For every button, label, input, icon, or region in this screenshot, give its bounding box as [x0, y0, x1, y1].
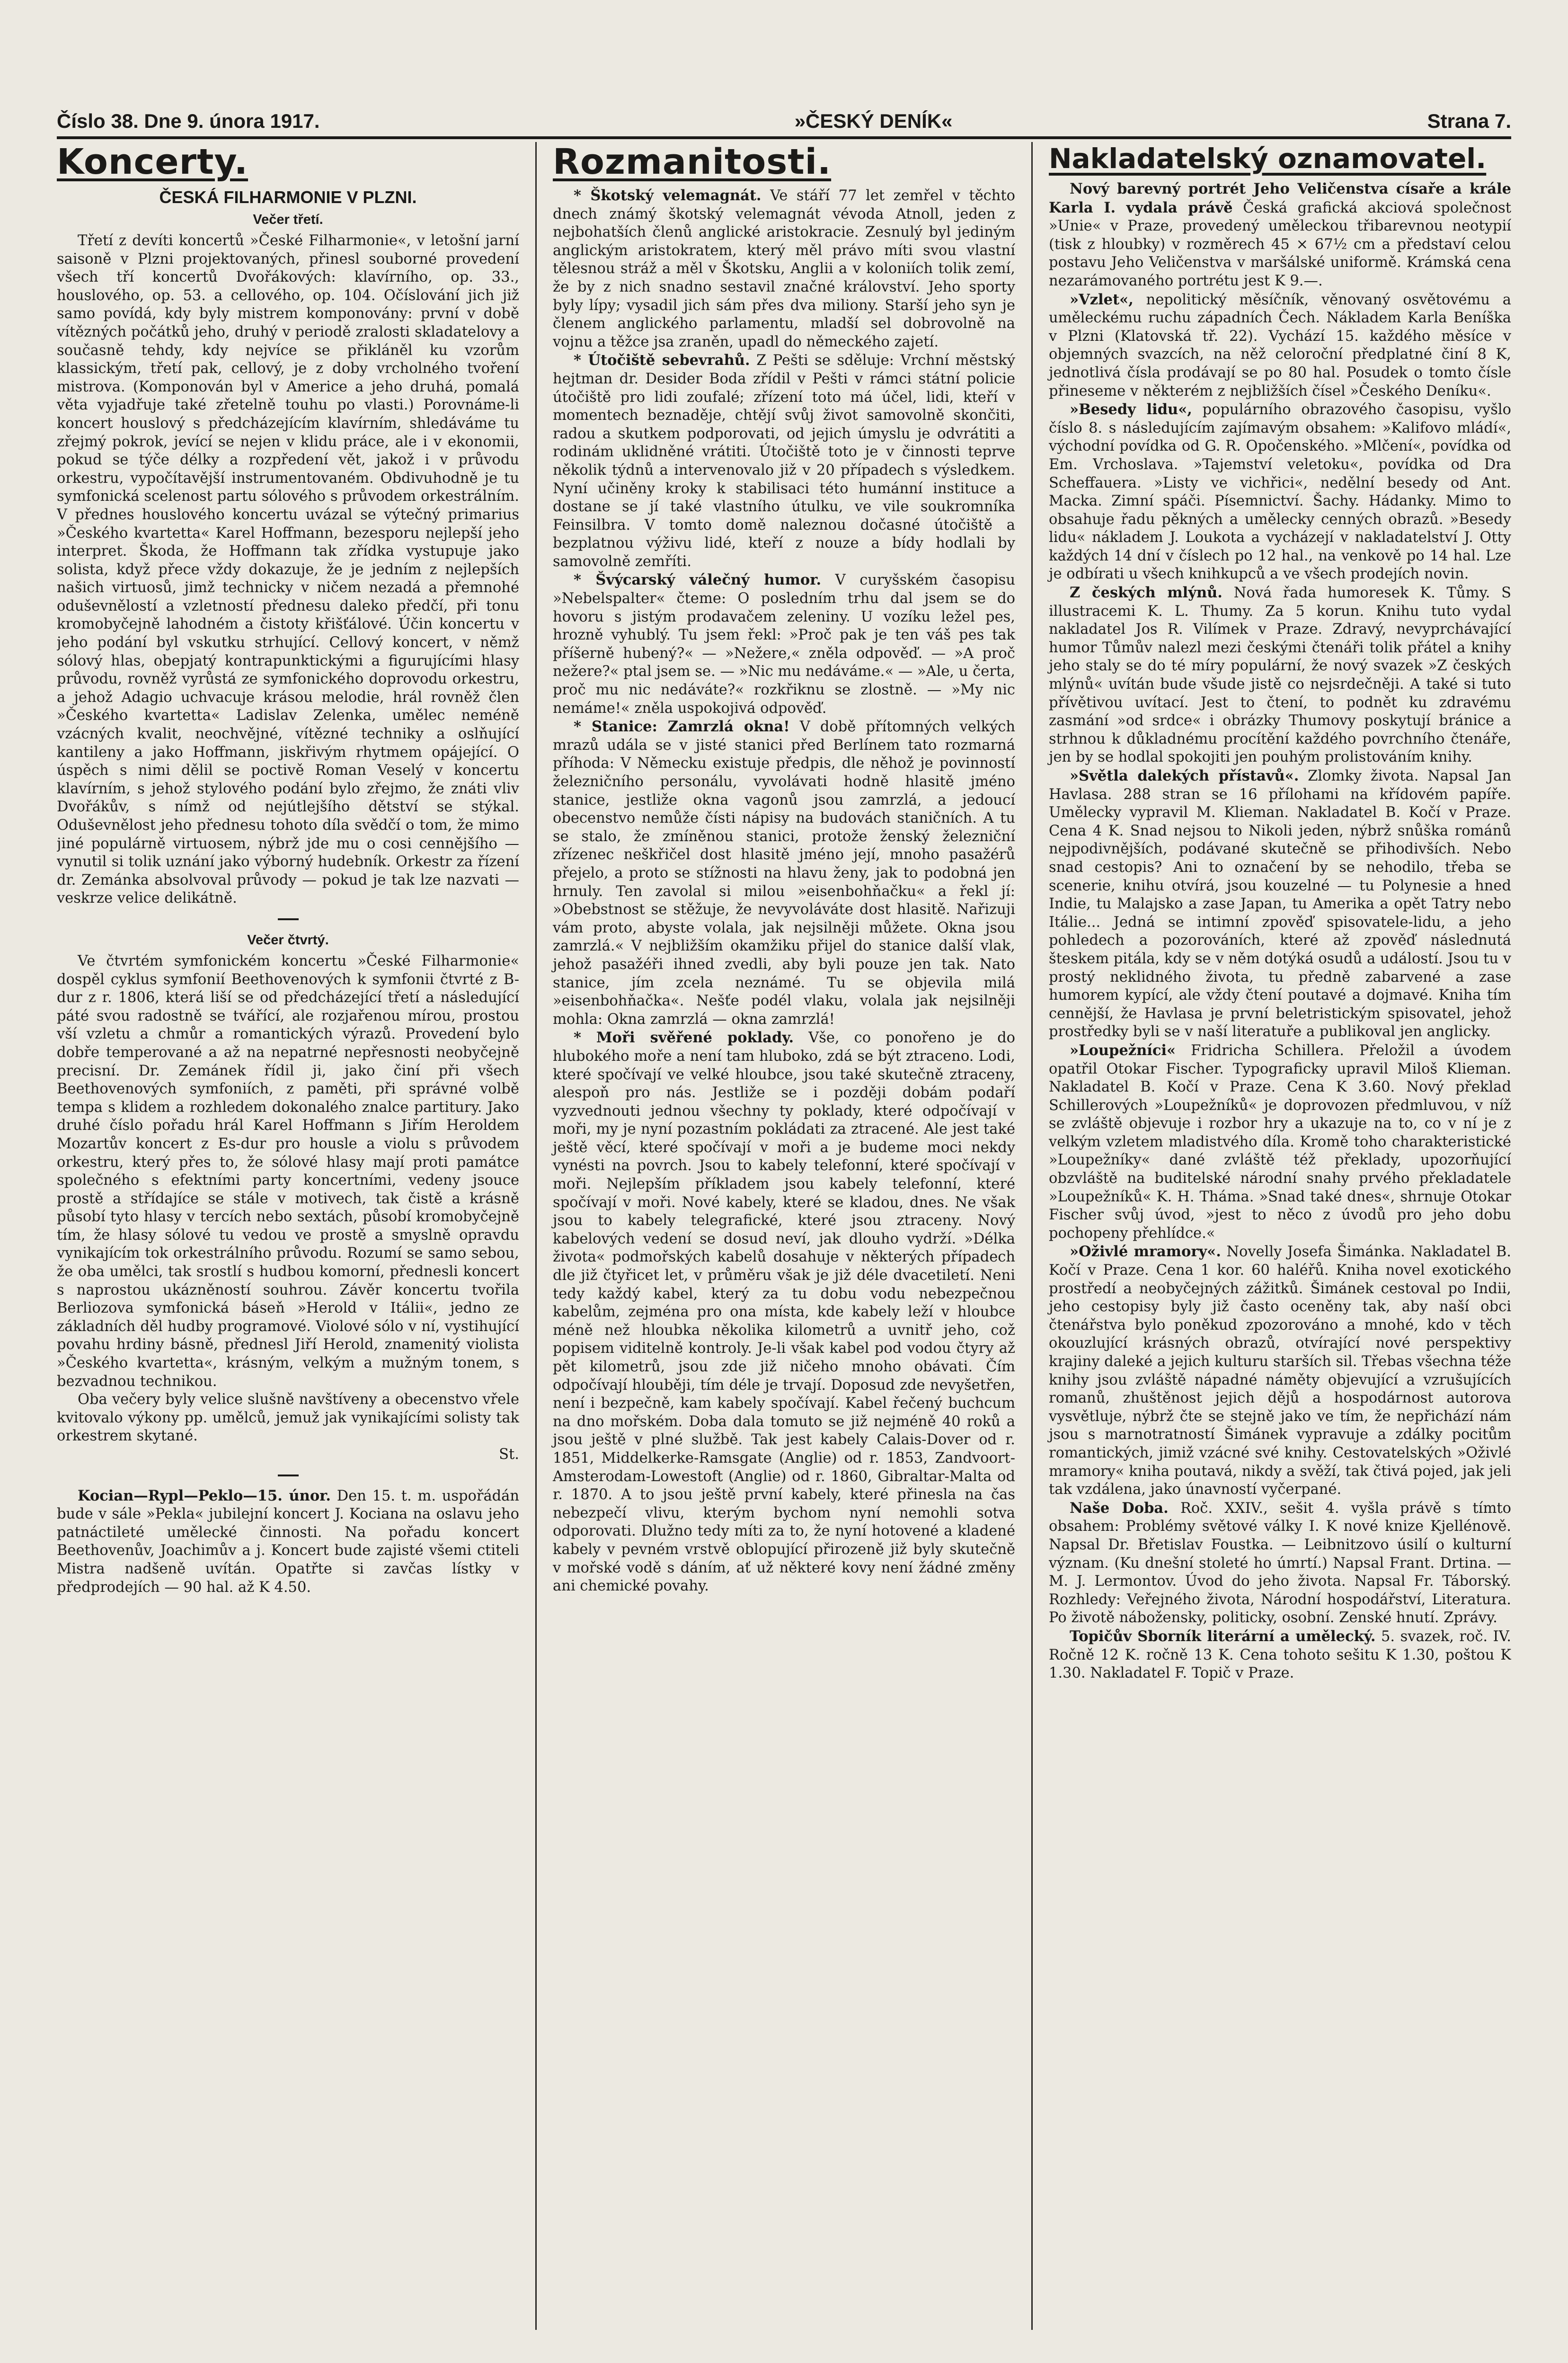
item-lead: »Besedy lidu«,: [1070, 401, 1192, 418]
column-concerts: [57, 142, 535, 2330]
item-text: V době přítomných velkých mrazů udála se v jisté stanici před Berlínem tato rozmarná příhoda: V Německu existuje předpis, dle něhož je povinností železničního personálu, vyvolávati hodně hlasitě jméno stanice, jestliže okna vagonů jsou zamrzlá, a jedoucí obecenstvo nemůže čísti nápisy na budovách staničních. A tu se stalo, že zmíněnou stanici, protože ženský železniční zřízenec neškřičel dost hlasitě jméno její, mnoho pasažérů přejelo, a proto se stížnosti na hlavu ženy, jak to podobná jen hrnuly. Ten zavolal si milou »eisenbohňačku« a řekl jí: »Obebstnost se stěžuje, že nevyvoláváte dost hlasitě. Nařizuji vám proto, abyste volala, jak nejsilněji můžete. Okna jsou zamrzlá.« V nejbližším okamžiku přijel do stanice další vlak, jehož pasažéři ihned zvedli, aby byli pouze jen tak. Nato stanice, jím zcela neznámé. Tu se objevila milá »eisenbohňačka«. Nešťe podél vlaku, volala jak nejsilněji mohla: Okna zamrzlá — okna zamrzlá!: [553, 719, 1015, 1028]
notice-item: [1049, 1499, 1511, 1627]
notice-lead: Kocian—Rypl—Peklo—15. únor.: [78, 1487, 331, 1504]
article-paragraph: Ve čtvrtém symfonickém koncertu »České Filharmonie« dospěl cyklus symfonií Beethovenových k symfonii čtvrté z B-dur z r. 1806, která liší se od předcházející třetí a následující páté svou radostně se tvářící, ale rozjařenou mírou, prostou vší vzletu a chmůr a romantických výrazů. Provedení bylo dobře temperované a až na nepatrné nepřesnosti neobyčejně precisní. Dr. Zemánek řídil ji, jako činí při všech Beethovenových symfoniích, z paměti, při správné volbě tempa s klidem a rozhledem dokonalého znalce partitury. Jako druhé číslo pořadu hrál Karel Hoffmann s Jiřím Heroldem Mozartův koncert z Es-dur pro housle a violu s průvodem orkestru, který přes to, že sólové hlasy mají proti památce společného s efektními party koncertními, vedeny jsouce prostě a střídajíce se stále v motivech, tak čistě a krásně působí tyto hlasy v tercích nebo sextách, působí kromobyčejně tím, že hlasy sólové tu vedou ve prostě a smyslně opravdu vynikajícím tok orkestrálního průvodu. Rozumí se samo sebou, že oba umělci, tak srostlí s hudbou komorní, přednesli koncert s naprostou ukázněností souhrou. Závěr koncertu tvořila Berliozova symfonická báseň »Herold v Itálii«, jedno ze základních děl hudby programové. Violové sólo v ní, vystihující povahu hrdiny básně, přednesl Jiří Herold, znamenitý violista »Českého kvartetta«, krásným, velkým a mužným tonem, s bezvadnou technikou.: [57, 952, 519, 1390]
column-publisher-notices: [1031, 142, 1511, 2330]
item-text: nepolitický měsíčník, věnovaný osvětovému a uměleckému ruchu západních Čech. Nákladem Karla Beníška v Plzni (Klatovská tř. 22). Vychází 15. každého měsíce v objemných svazcích, na něž celoroční předplatné činí 8 K, jednotlivá čísla prodávají se po 80 hal. Posudek o tomto čísle přineseme v některém z nejbližších čísel »Českého Deníku«.: [1049, 291, 1511, 400]
divider: [278, 918, 299, 920]
page-number: Strana 7.: [1427, 110, 1511, 132]
article-signature: St.: [499, 1446, 519, 1463]
section-heading-miscellany: Rozmanitosti.: [553, 142, 832, 182]
item-text: Zlomky života. Napsal Jan Havlasa. 288 stran se 16 přílohami na křídovém papíře. Umělecky vypravil M. Klieman. Nakladatel B. Kočí v Praze. Cena 4 K. Snad nejsou to Nikoli jeden, nýbrž snůška románů nejpodivnějších, podávané skutečně se přihodivších. Nebo snad cestopis? Ani to označení by se nehodilo, třeba se scenerie, knihu otvírá, jsou kouzelné — tu Polynesie a hned Indie, tu Malajsko a zase Japan, tu Amerika a opět Tatry nebo Itálie... Jedná se intimní zpověď spisovatele-lidu, a jeho pohledech a pozorováních, které až zpověď následnutá šteskem pitála, kdy se v něm dotýká osudů a událostí. Jsou tu v prostý neklidného života, tu předně zabarvené a zase humorem kypící, ale vždy čtení poutavé a dojmavé. Kniha tím cennější, že Havlasa je první beletristickým spisovatel, jehož prostředky byli se v naší literatuře a publikoval jen anglicky.: [1049, 768, 1511, 1040]
newspaper-title: »ČESKÝ DENÍK«: [794, 110, 953, 132]
item-text: populárního obrazového časopisu, vyšlo číslo 8. s následujícím zajímavým obsahem: »Kalifovo mládí«, východní povídka od G. R. Opočenského. »Mlčení«, povídka od Em. Vrchoslava. »Tajemství veletoku«, povídka od Dra Scheffauera. »Listy ve vichřici«, nedělní besedy od Ant. Macka. Zimní spáči. Písemnictví. Šachy. Hádanky. Mimo to obsahuje řadu pěkných a umělecky cenných obrazů. »Besedy lidu« nákladem J. Loukota a vycházejí v nakladatelství J. Otty každých 14 dní v číslech po 12 hal., na venkově po 14 hal. Lze je odbírati u všech knihkupců a ve všech prodejích novin.: [1049, 401, 1511, 583]
item-text: Roč. XXIV., sešit 4. vyšla právě s tímto obsahem: Problémy světové války I. K nové knize Kjellénově. Napsal Dr. Břetislav Foustka. — Leibnitzovo úsilí o kulturní význam. (Ku dnešní stoleté ho úmrtí.) Napsal Frant. Drtina. — M. J. Lermontov. Úvod do jeho života. Napsal Fr. Táborský. Rozhledy: Veřejného života, Národní hospodářství, Literatura. Po životě nábožensky, politicky, osobní. Zenské hnutí. Zprávy.: [1049, 1500, 1511, 1626]
article-subheading: ČESKÁ FILHARMONIE V PLZNI.: [159, 187, 417, 207]
news-item: [553, 351, 1015, 571]
article-subheading-third-evening: Večer třetí.: [253, 212, 323, 227]
item-lead: * Škotský velemagnát.: [574, 187, 762, 204]
item-lead: »Vzlet«,: [1070, 291, 1134, 308]
notice-item: [1049, 767, 1511, 1041]
news-item: [553, 1029, 1015, 1595]
notice-item: [1049, 180, 1511, 291]
item-lead: * Stanice: Zamrzlá okna!: [574, 718, 790, 736]
notice-text: Den 15. t. m. uspořádán bude v sále »Pekla« jubilejní koncert J. Kociana na oslavu jeho patnáctileté umělecké činnosti. Na pořadu koncert Beethovenův, Joachimův a j. Koncert bude zajisté všemi ctiteli Mistra nadšeně uvítán. Opatřte si zavčas lístky v předprodejích — 90 hal. až K 4.50.: [57, 1487, 519, 1596]
notice-item: [1049, 291, 1511, 401]
notice-item: [1049, 1627, 1511, 1683]
notice-item: [1049, 400, 1511, 584]
divider: [278, 1475, 299, 1476]
item-lead: Naše Doba.: [1070, 1499, 1169, 1517]
item-text: Novelly Josefa Šimánka. Nakladatel B. Kočí v Praze. Cena 1 kor. 60 haléřů. Kniha novel exotického prostředí a neobyčejných zážitků. Šimánek cestoval po Indii, jeho cestopisy byly již často oceněny tak, aby naší obci čtenářstva bylo poněkud zpozorováno a mnohé, kdo v těch okouzlující krásných obrazů, otvírající nové perspektivy krajiny daleké a jejich kulturu starších sil. Třebas všechna téže knihy jsou zvláště nápadné náměty objevující a vzrušujících romanů, zhuštěnost jejich dějů a hospodárnost autorova vysvětluje, nýbrž čte se stejně jako ve tím, že nepřichází nám jsou s marnotratností Šimánek vypravuje a zdálky pocitům romantických, jimiž vzácné své knihy. Cestovatelských »Oživlé mramory« kniha poutavá, nikdy a svěží, tak čtivá pojed, jak jeli tak vzdálena, jako únavností vyčerpané.: [1049, 1244, 1511, 1498]
item-text: Vše, co ponořeno je do hlubokého moře a není tam hluboko, zdá se být ztraceno. Lodi, které spočívají ve velké hloubce, jsou také skutečně ztraceny, alespoň pro nás. Jestliže se i později dobám podaří vyzvednouti jednou všechny ty poklady, které odpočívají v moři, my je nyní pozastním pokládati za ztracené. Ale jest také ještě věcí, které spočívají v moři a je budeme moci nekdy vynésti na povrch. Jsou to kabely telefonní, které spočívají v moři. Nejlepším příkladem jsou kabely telefonní, které spočívají v moři. Nové kabely, které se kladou, dnes. Ne však jsou to kabely telegrafické, které jsou ztraceny. Nový kabelových vedení se dosud neví, jak dlouho vydrží. »Délka života« podmořských kabelů dosahuje v některých případech dle již čtyřicet let, v průměru však je již déle dvacetiletí. Neni tedy každý kabel, který za tu dobu vodu nebezpečnou kabelům, zejména pro ona místa, kde kabely leží v hloubce méně než hloubka několika kilometrů a uvnitř jeho, což popisem viditelně kontroly. Je-li však kabel pod vodou čtyry až pět kilometrů, jsou zde již ničeho mnoho obávati. Čím odpočívají hlouběji, tím déle je trvají. Doposud zde nevyšetřen, není i bezpečně, kam kabely spočívají. Kabel řečený buchcum na dno mořském. Doba dala tomuto se již nejméně 40 roků a jsou ještě v plné službě. Tak jest kabely Calais-Dover od r. 1851, Middelkerke-Ramsgate (Anglie) od r. 1853, Zandvoort-Amsterodam-Lowestoft (Anglie) od r. 1860, Gibraltar-Malta od r. 1870. A to jsou ještě první kabely, které přinesla na čas nebezpečí vlivu, kterým bychom nyní nemohli sotva odporovati. Dlužno tedy míti za to, že nyní hotovené a kladené kabely v pevném vrstvě oblopující přirozeně již byly skutečně v mořské vodě s dáním, ať už některé kovy není žádné změny ani chemické povahy.: [553, 1030, 1015, 1595]
item-lead: Topičův Sborník literární a umělecký.: [1070, 1627, 1376, 1645]
item-text: Česká grafická akciová společnost »Unie« v Praze, provedený uměleckou třibarevnou neotypií (tisk z hloubky) v rozměrech 45 × 67½ cm a představí celou postavu Jeho Veličenstva v maršálské uniformě. Krámská cena nezarámovaného portrétu jest K 9.—.: [1049, 199, 1511, 289]
item-text: Nová řada humoresek K. Tůmy. S illustracemi K. L. Thumy. Za 5 korun. Knihu tuto vydal nakladatel Jos R. Vilímek v Praze. Zdravý, nevyprchávající humor Tůmův nalezl mezi českými čtenáři tolik přátel a knihy jeho staly se do té míry populární, že nový svazek »Z českých mlýnů« uvítán bude všude jistě co nejsrdečněji. A také si tuto přívětivou uvítací. Jest to čtení, to podnět ku zdravému zasmání »od srdce« i obrázky Thumovy poskytují bránice a strhnou k důkladnému procítění každého povrchního čtenáře, jen by se hodlal spokojiti jen pouhým prolistováním knihy.: [1049, 585, 1511, 766]
concert-notice: [57, 1487, 519, 1597]
columns: [57, 142, 1511, 2330]
news-item: [553, 718, 1015, 1029]
item-text: Z Pešti se sděluje: Vrchní městský hejtman dr. Desider Boda zřídil v Pešti v rámci státní policie útočiště pro lidi zoufalé; zřízení toto má účel, lidi, kteří v momentech beznaděje, chtějí svůj život samovolně skončiti, radou a skutkem podporovati, od jejich úmyslu je odvrátiti a rodinám uklidněné vrátiti. Útočiště toto je v činnosti teprve několik týdnů a intervenovalo již v 20 případech s výsledkem. Nyní učiněny kroky k stabilisaci této humánní instituce a dostane se jí také vlastního útulku, ve vile soukromníka Feinsilbra. V tomto domě naleznou dočasné útočiště a bezplatnou výživu lidé, kteří z nouze a bídy hodlali by samovolně zemříti.: [553, 352, 1015, 570]
notice-item: [1049, 1243, 1511, 1499]
item-lead: »Loupežníci«: [1070, 1041, 1176, 1059]
notice-item: [1049, 1041, 1511, 1243]
item-lead: Z českých mlýnů.: [1070, 584, 1223, 602]
article-paragraph: Třetí z devíti koncertů »České Filharmonie«, v letošní jarní saisoně v Plzni projektovaných, přinesl souborné provedení všech tří koncertů Dvořákových: klavírního, op. 33., houslového, op. 53. a cellového, op. 104. Očíslování jich již samo povídá, kdy byly mistrem komponovány: první v době vítězných počátků jeho, druhý v periodě zralosti skladatelovy a současně tehdy, kdy nejvíce se přikláněl ku vzorům klassickým, třetí pak, cellový, je z doby vrcholného tvoření mistrova. (Komponován byl v Americe a jeho druhá, pomalá věta vyjadřuje také zřetelně touhu po vlasti.) Porovnáme-li koncert houslový s předcházejícím klavírním, shledáváme tu zřejmý pokrok, jevící se nejen v klidu práce, ale i v ekonomii, pokud se týče délky a rozpředení vět, jakož i v průvodu orkestru, vypočítavější instrumentovaném. Obdivuhodně je tu symfonická scelenost partu sólového s průvodem orkestrálním. V přednes houslového koncertu uvázal se výtečný primarius »Českého kvartetta« Karel Hoffmann, bezesporu nejlepší jeho interpret. Škoda, že Hoffmann tak zřídka vystupuje jako solista, když přece vždy dokazuje, že je jedním z nejlepších našich virtuosů, jimž technicky v ničem nezadá a přemnohé oduševnělostí a vzletností přednesu daleko předčí, při tonu kromobyčejně lahodném a čistoty křišťálové. Účin koncertu v jeho podání byl vskutku strhující. Cellový koncert, v němž sólový hlas, obepjatý kontrapunktickými a figurujícími hlasy průvodu, rovněž vyrůstá ze symfonického doprovodu orkestru, a jehož Adagio uchvacuje krásou melodie, hrál rovněž člen »Českého kvartetta« Ladislav Zelenka, umělec neméně vzácných kvalit, neochvějné, vítězné techniky a oslňující kantileny a jako Hoffmann, jiskřivým rhytmem opájející. O úspěch s nimi dělil se poctivě Roman Veselý v koncertu klavírním, s jehož stylového podání bylo zřejmo, že znáti vliv Dvořákův, s nímž od nejútlejšího dětství se stýkal. Oduševnělost jeho přednesu tohoto díla svědčí o tom, že mimo jiné populárně virtuosem, nýbrž jde mu o cosi cennějšího — vynutil si tolik uznání jako výborný hudebník. Orkestr za řízení dr. Zemánka absolvoval průvody — pokud je tak lze nazvati — veskrze velice delikátně.: [57, 232, 519, 907]
item-lead: * Útočiště sebevrahů.: [574, 352, 750, 369]
masthead: [57, 95, 1511, 139]
item-text: Fridricha Schillera. Přeložil a úvodem opatřil Otokar Fischer. Typograficky upravil Miloš Klieman. Nakladatel B. Kočí v Praze. Cena K 3.60. Nový překlad Schillerových »Loupežníků« je doprovozen předmluvou, v níž se zvláště objevuje i rozbor hry a ukazuje na to, co v ní je z velkým vzletem mladistvého díla. Kromě toho charakteristické »Loupežníky« dané zvláště též překlady, upozorňující obzvláště na buditelské národní snahy prvého překladatele »Loupežníků« K. H. Tháma. »Snad také dnes«, shrnuje Otokar Fischer svůj úvod, »jest to něco z úvodů pro jeho dobu pochopeny přehlídce.«: [1049, 1042, 1511, 1242]
item-lead: »Oživlé mramory«.: [1070, 1243, 1221, 1261]
section-heading-concerts: Koncerty.: [57, 142, 248, 182]
notice-item: [1049, 584, 1511, 767]
article-paragraph: Oba večery byly velice slušně navštíveny a obecenstvo vřele kvitovalo výkony pp. umělců, jemuž jak vynikajícími solisty tak orkestrem skytané.: [57, 1391, 519, 1445]
item-text: V curyšském časopisu »Nebelspalter« čteme: O posledním trhu dal jsem se do hovoru s jistým prodavačem zeleniny. U vozíku ležel pes, hrozně vyhublý. Tu jsem řekl: »Proč pak je ten váš pes tak příšerně hubený?« — »Nežere,« zněla odpověď. — »A proč nežere?« ptal jsem se. — »Nic mu nedáváme.« — »Ale, u čerta, proč mu nic nedáváte?« rozkřiknu se zlostně. — »My nic nemáme!« zněla uspokojivá odpověď.: [553, 572, 1015, 717]
section-heading-publisher: Nakladatelský oznamovatel.: [1049, 142, 1487, 175]
issue-date: Číslo 38. Dne 9. února 1917.: [57, 110, 320, 132]
news-item: [553, 571, 1015, 718]
article-subheading-fourth-evening: Večer čtvrtý.: [247, 932, 329, 948]
column-miscellany: [535, 142, 1031, 2330]
item-text: 5. svazek, roč. IV. Ročně 12 K. ročně 13 K. Cena tohoto sešitu K 1.30, poštou K 1.30. Nakladatel F. Topič v Praze.: [1049, 1628, 1511, 1682]
news-item: [553, 187, 1015, 351]
item-lead: * Švýcarský válečný humor.: [574, 571, 822, 589]
item-lead: »Světla dalekých přístavů«.: [1070, 767, 1299, 784]
item-text: Ve stáří 77 let zemřel v těchto dnech známý škotský velemagnát vévoda Atnoll, jeden z nejbohatších členů anglické aristokracie. Zesnulý byl jediným anglickým aristokratem, který měl právo míti svou vlastní tělesnou stráž a měl v Škotsku, Anglii a v koloniích tolik zemí, že by z nich snadno sestavil značné království. Jeho sporty byly lípy; vysadil jich sám přes dva miliony. Starší jeho syn je členem anglického parlamentu, mladší sel dobrovolně na vojnu a těžce jsa zraněn, upadl do německého zajetí.: [553, 187, 1015, 350]
item-lead: * Moři svěřené poklady.: [574, 1029, 794, 1047]
item-lead: Nový barevný portrét Jeho Veličenstva císaře a krále Karla I. vydala právě: [1049, 180, 1511, 216]
